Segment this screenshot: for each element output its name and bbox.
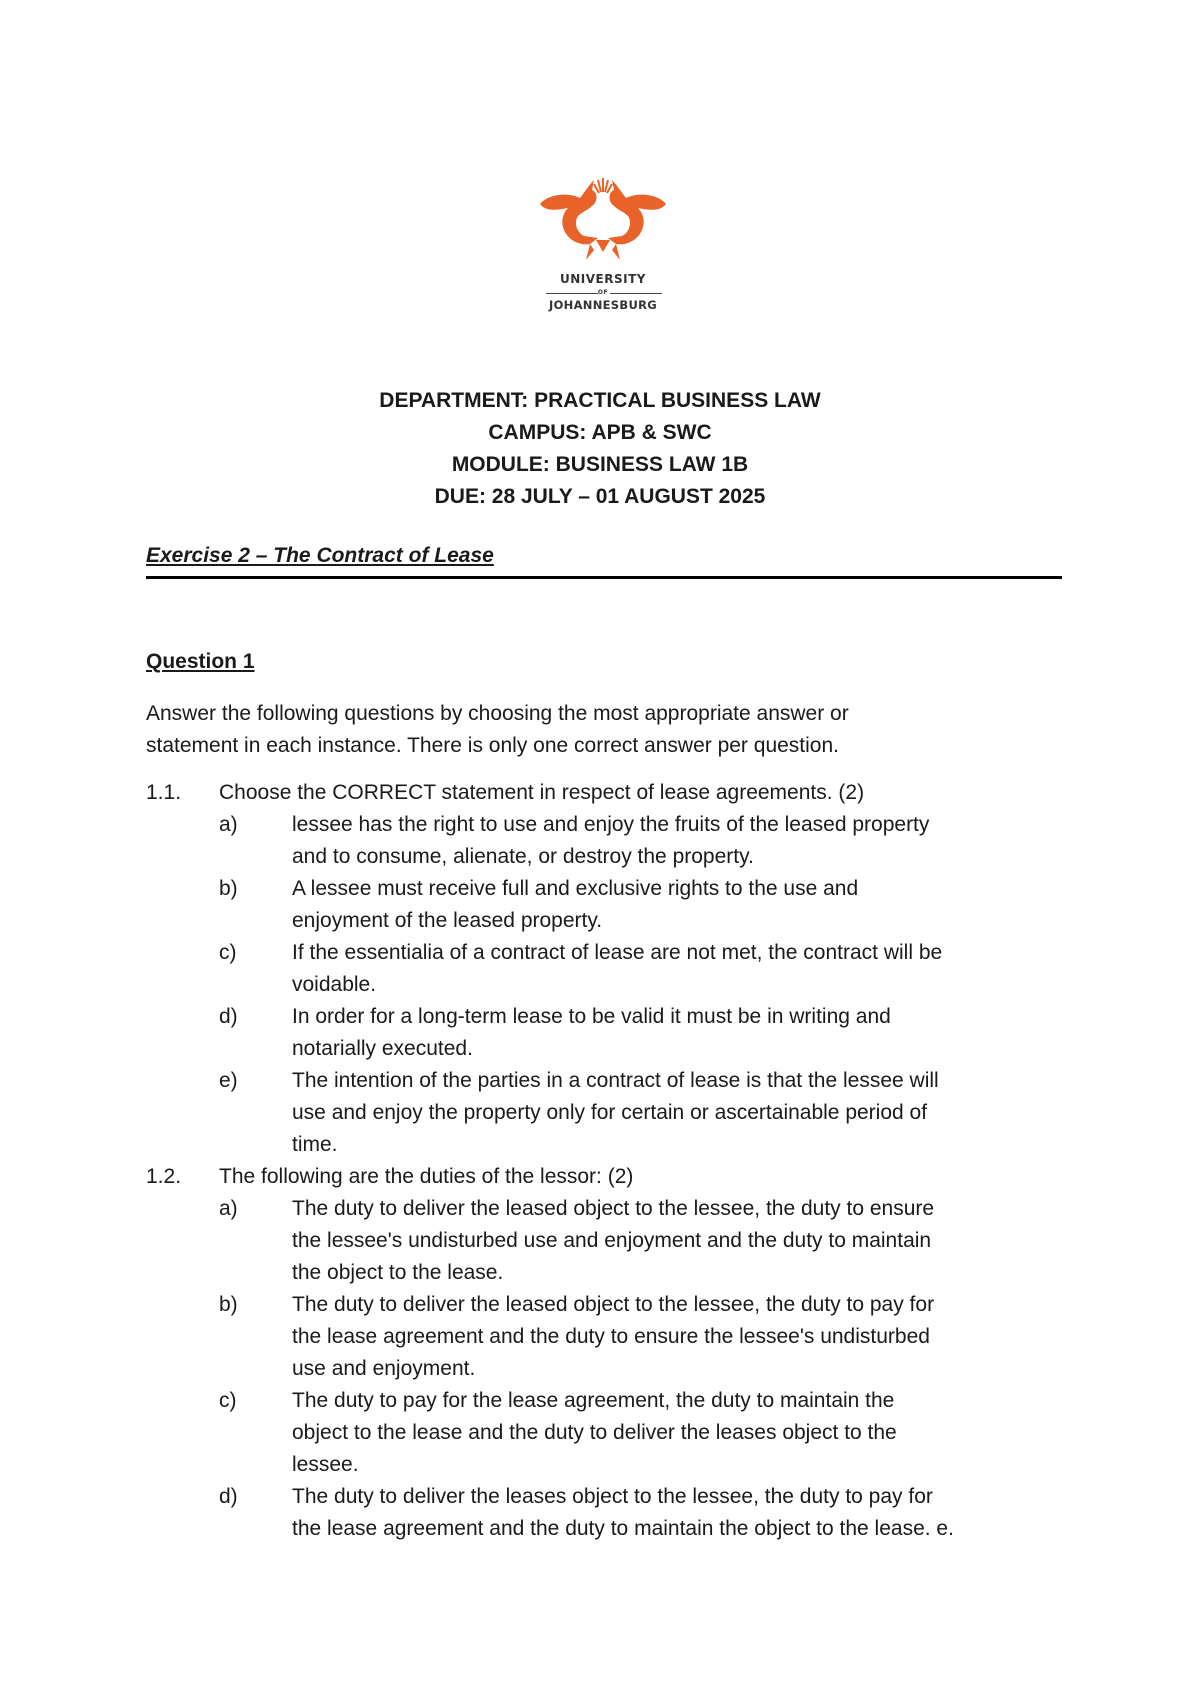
logo-johannesburg-text: JOHANNESBURG [549,298,657,312]
question-item [146,1161,1066,1193]
question-text: The following are the duties of the lessor: (2) [219,1165,634,1188]
instruction-line: Answer the following questions by choosing the most appropriate answer or [146,702,849,725]
question-item [146,777,1066,809]
answer-option [146,1001,1066,1065]
bird-emblem-icon [528,176,678,271]
option-label: b) [219,1293,238,1316]
option-text [292,1289,1066,1385]
answer-option [146,873,1066,937]
option-text-line: lessee has the right to use and enjoy the fruits of the leased property [292,813,930,836]
option-text [292,1065,1066,1161]
option-text-line: If the essentialia of a contract of lease are not met, the contract will be [292,941,943,964]
option-label: d) [219,1485,238,1508]
exercise-divider [146,576,1062,579]
option-label: a) [219,813,238,836]
option-text-line: voidable. [292,973,377,996]
answer-option [146,1193,1066,1289]
due-date-line: DUE: 28 JULY – 01 AUGUST 2025 [434,485,766,508]
option-text-line: time. [292,1133,338,1156]
option-text-line: lessee. [292,1453,359,1476]
question-list [146,777,1066,1545]
option-text [292,873,1066,937]
document-header [0,385,1200,513]
option-label: d) [219,1005,238,1028]
campus-line: CAMPUS: APB & SWC [488,421,712,444]
option-text-line: The duty to pay for the lease agreement, the duty to maintain the [292,1389,895,1412]
answer-option [146,937,1066,1001]
logo-of-text: OF [597,289,609,296]
option-text-line: use and enjoyment. [292,1357,476,1380]
logo-university-text: UNIVERSITY [560,272,646,286]
option-text-line: A lessee must receive full and exclusive rights to the use and [292,877,859,900]
option-text [292,1385,1066,1481]
option-text-line: the lease agreement and the duty to ensure the lessee's undisturbed [292,1325,930,1348]
option-label: b) [219,877,238,900]
department-line: DEPARTMENT: PRACTICAL BUSINESS LAW [379,389,821,412]
option-label: e) [219,1069,238,1092]
option-text-line: use and enjoy the property only for certain or ascertainable period of [292,1101,928,1124]
option-label: c) [219,1389,237,1412]
option-label: a) [219,1197,238,1220]
answer-option [146,1065,1066,1161]
option-text-line: The duty to deliver the leased object to the lessee, the duty to pay for [292,1293,935,1316]
question-1-instructions [146,698,1046,762]
option-text-line: notarially executed. [292,1037,473,1060]
answer-option [146,1385,1066,1481]
option-text [292,1193,1066,1289]
answer-option [146,1481,1066,1545]
option-text-line: and to consume, alienate, or destroy the property. [292,845,754,868]
option-text-line: The intention of the parties in a contract of lease is that the lessee will [292,1069,939,1092]
instruction-line: statement in each instance. There is only one correct answer per question. [146,734,839,757]
option-label: c) [219,941,237,964]
option-text-line: enjoyment of the leased property. [292,909,603,932]
option-text [292,937,1066,1001]
option-text-line: object to the lease and the duty to deliver the leases object to the [292,1421,897,1444]
option-text-line: the lease agreement and the duty to maintain the object to the lease. e. [292,1517,954,1540]
question-1-heading: Question 1 [146,650,255,673]
option-text [292,809,1066,873]
question-number: 1.2. [146,1165,182,1188]
exercise-title: Exercise 2 – The Contract of Lease [146,544,494,567]
option-text [292,1001,1066,1065]
option-text-line: In order for a long-term lease to be valid it must be in writing and [292,1005,891,1028]
university-logo [528,176,678,316]
option-text-line: the object to the lease. [292,1261,504,1284]
option-text [292,1481,1066,1545]
logo-rule-right [610,293,662,294]
answer-option [146,1289,1066,1385]
answer-option [146,809,1066,873]
question-text: Choose the CORRECT statement in respect of lease agreements. (2) [219,781,865,804]
question-number: 1.1. [146,781,182,804]
option-text-line: The duty to deliver the leases object to the lessee, the duty to pay for [292,1485,933,1508]
module-line: MODULE: BUSINESS LAW 1B [451,453,749,476]
option-text-line: The duty to deliver the leased object to the lessee, the duty to ensure [292,1197,935,1220]
option-text-line: the lessee's undisturbed use and enjoyment and the duty to maintain [292,1229,932,1252]
